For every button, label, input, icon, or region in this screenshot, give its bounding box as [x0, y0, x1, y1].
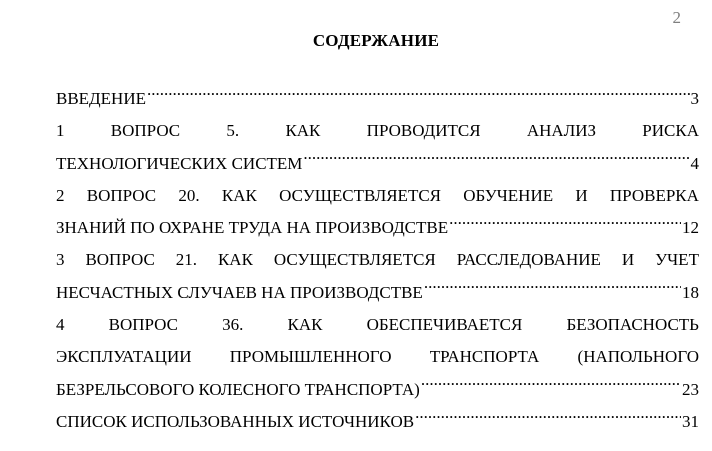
- toc-word: 2: [56, 185, 65, 205]
- toc-entry[interactable]: [56, 115, 699, 180]
- toc-word: ВОПРОС: [85, 250, 155, 270]
- toc-entry-last-line: [56, 148, 699, 180]
- toc-entry-last-line: [56, 374, 699, 406]
- toc-title: СОДЕРЖАНИЕ: [312, 31, 440, 50]
- dot-leader: [424, 281, 681, 298]
- toc-word: ОБЕСПЕЧИВАЕТСЯ: [366, 315, 523, 335]
- toc-word: КАК: [287, 315, 323, 335]
- toc-entry-title: ЗНАНИЙ ПО ОХРАНЕ ТРУДА НА ПРОИЗВОДСТВЕ: [56, 218, 449, 238]
- toc-entry-title: ВВЕДЕНИЕ: [56, 89, 146, 108]
- toc-word: ТРАНСПОРТА: [429, 347, 540, 367]
- toc-entry-last-line: [56, 212, 699, 244]
- toc-entry[interactable]: [56, 244, 699, 309]
- toc-entry-last-line: [56, 406, 699, 438]
- toc-entry-line: [56, 180, 699, 212]
- dot-leader: [421, 378, 681, 395]
- toc-page-number: 23: [682, 379, 699, 399]
- toc-entry[interactable]: [56, 83, 699, 115]
- toc-word: 4: [56, 315, 65, 335]
- toc-entry[interactable]: [56, 406, 699, 438]
- toc-word: 3: [56, 250, 65, 270]
- toc-word: 20.: [178, 185, 200, 205]
- toc-entry-last-line: [56, 83, 699, 115]
- toc-word: УЧЕТ: [655, 250, 699, 270]
- toc-page-number: 31: [682, 411, 699, 431]
- toc-entry[interactable]: [56, 309, 699, 406]
- toc-word: КАК: [217, 250, 253, 270]
- toc-word: 21.: [175, 250, 198, 270]
- toc-word: ПРОМЫШЛЕННОГО: [229, 347, 392, 367]
- toc-page-number: 12: [682, 218, 699, 238]
- toc-word: ОСУЩЕСТВЛЯЕТСЯ: [279, 185, 442, 205]
- dot-leader: [303, 152, 689, 169]
- toc-word: ВОПРОС: [86, 185, 157, 205]
- toc-page-number: 3: [690, 89, 699, 108]
- dot-leader: [147, 87, 690, 104]
- toc-word: 1: [56, 121, 65, 141]
- toc-entry-line: [56, 341, 699, 373]
- toc-entry-line: [56, 244, 699, 276]
- toc-word: ЭКСПЛУАТАЦИИ: [56, 347, 192, 367]
- toc-word: ВОПРОС: [110, 121, 181, 141]
- toc-word: ОБУЧЕНИЕ: [463, 185, 554, 205]
- toc-entry-title: НЕСЧАСТНЫХ СЛУЧАЕВ НА ПРОИЗВОДСТВЕ: [56, 282, 423, 302]
- toc-page-number: 4: [690, 153, 699, 173]
- toc-word: КАК: [221, 185, 257, 205]
- toc-word: РИСКА: [642, 121, 699, 141]
- table-of-contents: [56, 83, 699, 438]
- toc-word: ВОПРОС: [108, 315, 179, 335]
- toc-word: И: [575, 185, 588, 205]
- toc-word: (НАПОЛЬНОГО: [577, 347, 699, 367]
- toc-word: 5.: [226, 121, 240, 141]
- toc-entry[interactable]: [56, 180, 699, 245]
- toc-entry-title: ТЕХНОЛОГИЧЕСКИХ СИСТЕМ: [56, 153, 303, 173]
- toc-page-number: 18: [682, 282, 699, 302]
- toc-entry-title: БЕЗРЕЛЬСОВОГО КОЛЕСНОГО ТРАНСПОРТА): [56, 379, 420, 399]
- toc-word: ОСУЩЕСТВЛЯЕТСЯ: [273, 250, 436, 270]
- toc-word: КАК: [285, 121, 321, 141]
- toc-entry-line: [56, 115, 699, 147]
- toc-entry-title: СПИСОК ИСПОЛЬЗОВАННЫХ ИСТОЧНИКОВ: [56, 411, 415, 431]
- toc-word: РАССЛЕДОВАНИЕ: [456, 250, 601, 270]
- toc-word: И: [621, 250, 635, 270]
- toc-word: АНАЛИЗ: [526, 121, 597, 141]
- toc-entry-line: [56, 309, 699, 341]
- toc-entry-last-line: [56, 277, 699, 309]
- toc-word: ПРОВЕРКА: [609, 185, 699, 205]
- dot-leader: [449, 216, 681, 233]
- toc-word: 36.: [222, 315, 244, 335]
- toc-word: ПРОВОДИТСЯ: [366, 121, 481, 141]
- dot-leader: [415, 410, 681, 427]
- toc-word: БЕЗОПАСНОСТЬ: [566, 315, 699, 335]
- page-number: 2: [672, 8, 681, 27]
